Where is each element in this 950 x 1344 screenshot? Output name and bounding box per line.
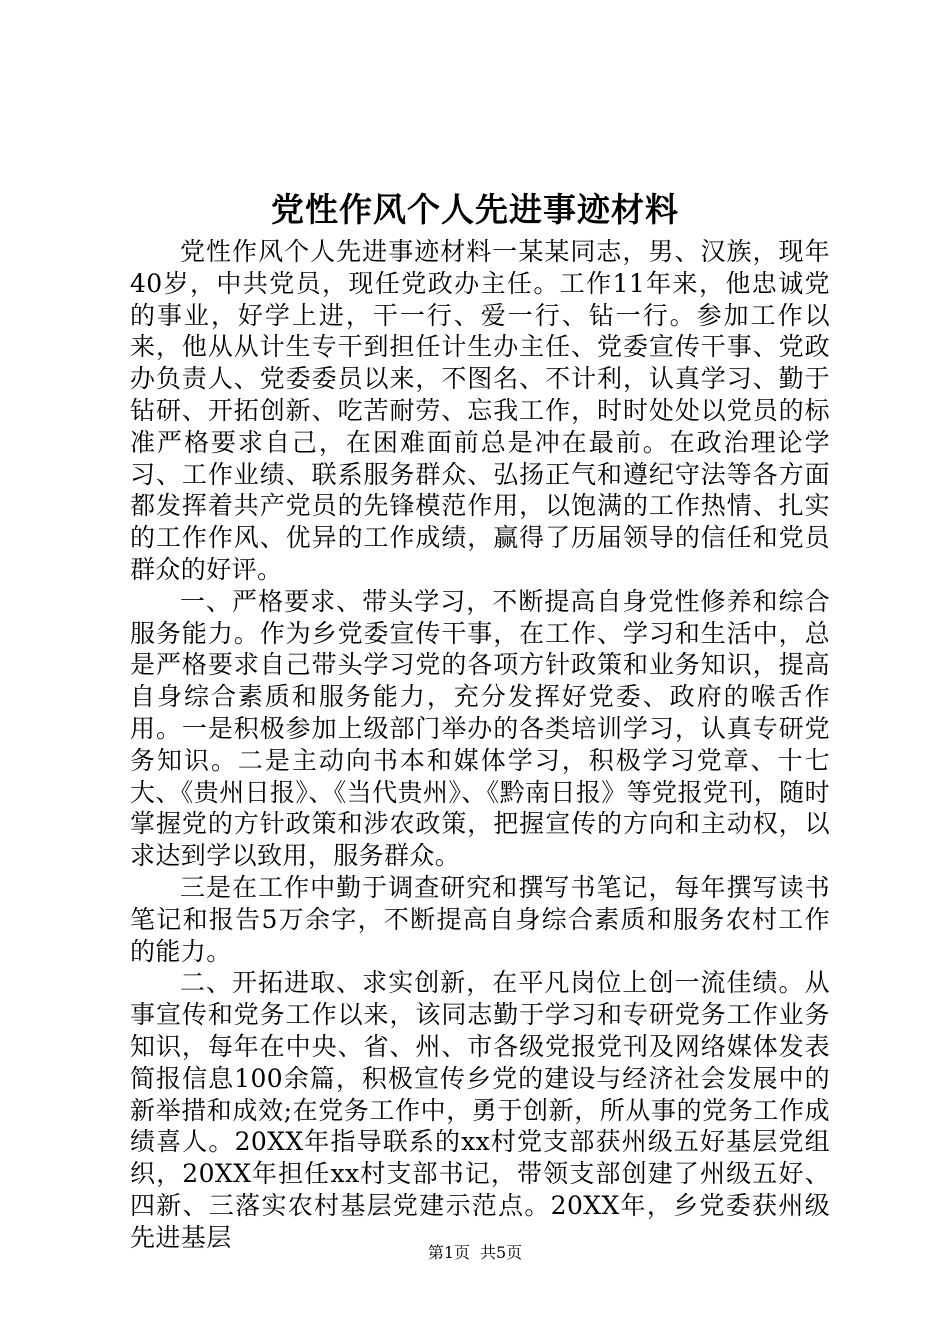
paragraph: 党性作风个人先进事迹材料一某某同志，男、汉族，现年40岁，中共党员，现任党政办主任。工作11年来，他忠诚党的事业，好学上进，干一行、爱一行、钻一行。参加工作以来，他从从计生专干到担任计生办主任、党委宣传干事、党政办负责人、党委委员以来，不图名、不计利，认真学习、勤于钻研、开拓创新、吃苦耐劳、忘我工作，时时处处以党员的标准严格要求自己，在困难面前总是冲在最前。在政治理论学习、工作业绩、联系服务群众、弘扬正气和遵纪守法等各方面都发挥着共产党员的先锋模范作用，以饱满的工作热情、扎实的工作作风、优异的工作成绩，赢得了历届领导的信任和党员群众的好评。 xyxy=(130,237,830,584)
page-footer xyxy=(0,1242,950,1264)
page-number: 第1页 xyxy=(427,1243,470,1262)
paragraph: 三是在工作中勤于调查研究和撰写书笔记，每年撰写读书笔记和报告5万余字，不断提高自身综合素质和服务农村工作的能力。 xyxy=(130,872,830,966)
page-total: 共5页 xyxy=(480,1243,523,1262)
paragraph: 二、开拓进取、求实创新，在平凡岗位上创一流佳绩。从事宣传和党务工作以来，该同志勤于学习和专研党务工作业务知识，每年在中央、省、州、市各级党报党刊及网络媒体发表简报信息100余篇，积极宣传乡党的建设与经济社会发展中的新举措和成效;在党务工作中，勇于创新，所从事的党务工作成绩喜人。20XX年指导联系的xx村党支部获州级五好基层党组织，20XX年担任xx村支部书记，带领支部创建了州级五好、四新、三落实农村基层党建示范点。20XX年，乡党委获州级先进基层 xyxy=(130,968,830,1252)
paragraph: 一、严格要求、带头学习，不断提高自身党性修养和综合服务能力。作为乡党委宣传干事，在工作、学习和生活中，总是严格要求自己带头学习党的各项方针政策和业务知识，提高自身综合素质和服务能力，充分发挥好党委、政府的喉舌作用。一是积极参加上级部门举办的各类培训学习，认真专研党务知识。二是主动向书本和媒体学习，积极学习党章、十七大、《贵州日报》、《当代贵州》、《黔南日报》等党报党刊，随时掌握党的方针政策和涉农政策，把握宣传的方向和主动权，以求达到学以致用，服务群众。 xyxy=(130,586,830,871)
document-title: 党性作风个人先进事迹材料 xyxy=(271,190,679,229)
document-body xyxy=(130,236,830,1254)
